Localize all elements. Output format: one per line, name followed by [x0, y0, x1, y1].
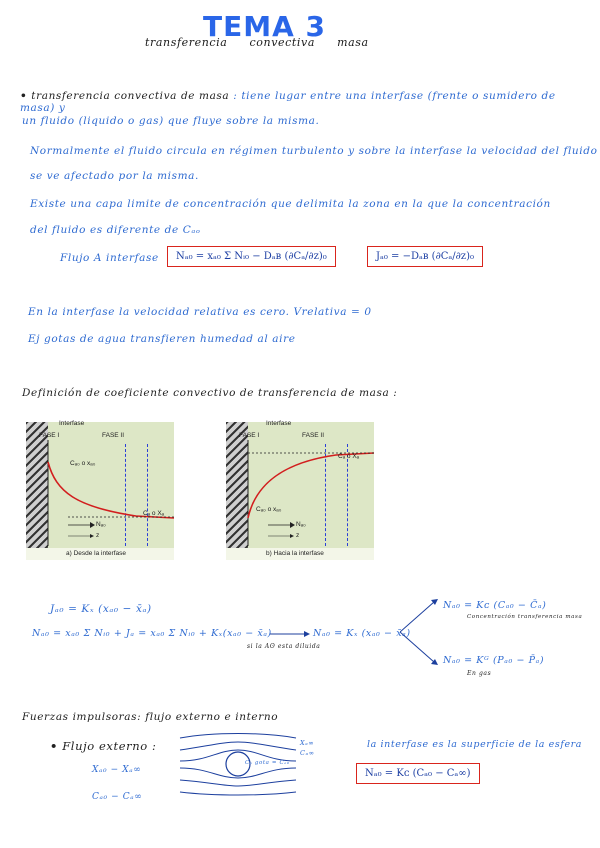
sphere-bulk-c: Cₐ∞: [300, 749, 315, 757]
intro-definition: : tiene lugar entre una interfase (frente o sumidero de masa) y: [20, 90, 556, 114]
dilution-note: si la Aʘ esta diluida: [247, 643, 321, 650]
driving-force-x: Xₐ₀ − Xₐ∞: [92, 765, 142, 775]
figure-a-phase-2: FASE II: [102, 432, 125, 439]
page-title: TEMA 3: [203, 10, 326, 43]
external-flow-equation: Nₐ₀ = Kᴄ (Cₐ₀ − Cₐ∞): [356, 763, 480, 784]
note-relative-velocity: En la interfase la velocidad relativa es cero. Vrelativa = 0: [28, 306, 372, 318]
figure-b-profile: [226, 422, 374, 560]
page-subtitle: transferencia convectiva masa: [145, 36, 369, 49]
figure-a-phase-1: FASE I: [39, 432, 60, 439]
equation-j-diffusive: Jₐ₀ = Kₓ (xₐ₀ − x̄ₐ): [50, 603, 152, 615]
figure-b-flux-label: Nₐ₀: [296, 521, 306, 528]
intro-line-1: [20, 90, 580, 114]
intro-line-2: un fluido (liquido o gas) que fluye sobre la misma.: [22, 115, 320, 127]
figure-b-caption: b) Hacia la interfase: [226, 548, 374, 560]
figure-a-axis-label: z: [96, 532, 100, 539]
figure-a-conc-interface: Cₐ₀ o xₐ₀: [70, 460, 96, 467]
intro-line-4: se ve afectado por la misma.: [30, 170, 199, 182]
equation-n-gas: Nₐ₀ = Kᴳ (Pₐ₀ − P̄ₐ): [443, 655, 545, 666]
equation-n-full: Nₐ₀ = xₐ₀ Σ Nᵢ₀ + Jₐ = xₐ₀ Σ Nᵢ₀ + Kₓ(xₐ₀ − x̄ₐ): [32, 628, 272, 639]
flux-equation-n: Nₐ₀ = xₐ₀ Σ Nᵢ₀ − Dₐʙ (∂Cₐ/∂z)₀: [167, 246, 336, 267]
interface-sphere-note: la interfase es la superficie de la esfera: [367, 739, 583, 750]
intro-line-3: Normalmente el fluido circula en régimen turbulento y sobre la interfase la velocidad del fluido: [30, 145, 598, 157]
intro-line-5: Existe una capa limite de concentración que delimita la zona en la que la concentración: [30, 198, 551, 210]
figure-from-interface: [26, 422, 174, 560]
bullet-icon: •: [50, 739, 58, 753]
intro-line-6: del fluido es diferente de Cₐₒ: [30, 224, 201, 236]
branch-arrows-icon: [400, 596, 440, 668]
flux-label: Flujo A interfase: [60, 252, 159, 264]
section-heading-coefficient: Definición de coeficiente convectivo de transferencia de masa :: [22, 387, 398, 399]
equation-n-concentration: Nₐ₀ = Kᴄ (Cₐ₀ − C̄ₐ): [443, 600, 547, 611]
figure-to-interface: [226, 422, 374, 560]
bullet-icon: •: [20, 90, 28, 102]
external-flow-label: [50, 739, 157, 753]
concentration-note: Concentración transferencia masa: [467, 614, 583, 620]
figure-a-flux-label: Nₐ₀: [96, 521, 106, 528]
section-heading-driving-forces: Fuerzas impulsoras: flujo externo e interno: [22, 711, 279, 723]
figure-b-interface-label: Interfase: [266, 420, 292, 427]
sphere-center-label: Cₐ gota = Cₐ₀: [245, 760, 290, 766]
sphere-bulk-x: Xₐ∞: [300, 739, 315, 747]
note-example-drops: Ej gotas de agua transfieren humedad al aire: [28, 333, 296, 345]
figure-a-conc-bulk: Cₐ o Xₐ: [143, 510, 165, 517]
figure-b-phase-2: FASE II: [302, 432, 325, 439]
figure-b-phase-1: FASE I: [239, 432, 260, 439]
equation-n-dilute: Nₐ₀ = Kₓ (xₐ₀ − x̄ₐ): [313, 628, 411, 639]
figure-b-conc-bulk: Cₐ o Xₐ: [338, 453, 360, 460]
external-flow-text: Flujo externo :: [62, 739, 157, 753]
flux-equation-j: Jₐ₀ = −Dₐʙ (∂Cₐ/∂z)₀: [367, 246, 483, 267]
figure-a-profile: [26, 422, 174, 560]
intro-term: transferencia convectiva de masa: [31, 90, 230, 102]
figure-b-axis-label: z: [296, 532, 300, 539]
figure-b-conc-interface: Cₐ₀ o xₐ₀: [256, 506, 282, 513]
driving-force-c: Cₐ₀ − Cₐ∞: [92, 792, 143, 802]
gas-note: En gas: [467, 670, 492, 677]
figure-a-interface-label: Interfase: [59, 420, 85, 427]
arrow-right-icon: [270, 628, 310, 640]
figure-a-caption: a) Desde la interfase: [26, 548, 174, 560]
